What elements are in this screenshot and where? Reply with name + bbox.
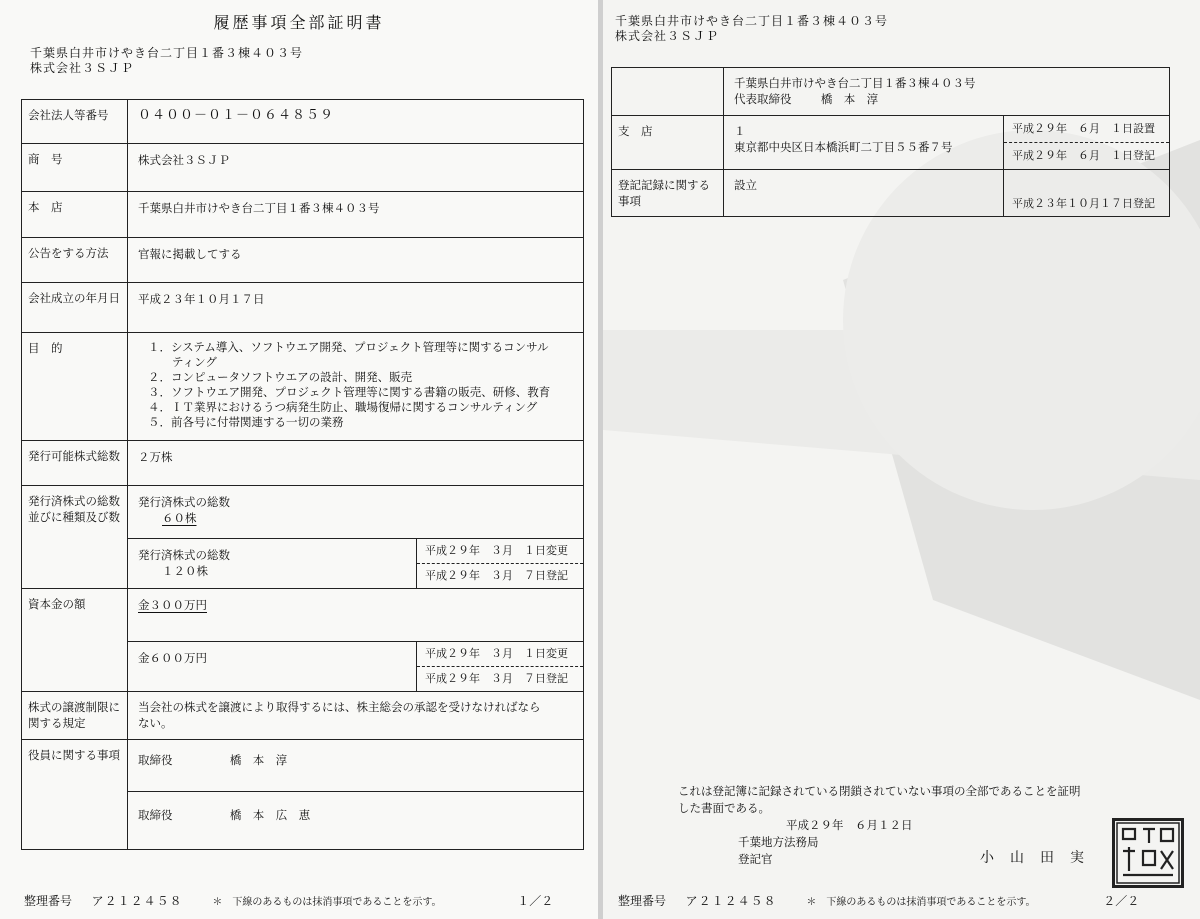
- officer-title: 取締役: [138, 808, 173, 822]
- row-notice: [22, 238, 584, 283]
- text-line: ない。: [138, 716, 173, 730]
- page-footer: [24, 892, 553, 909]
- purpose-item: ４．ＩＴ業界におけるうつ病発生防止、職場復帰に関するコンサルティング: [148, 400, 538, 414]
- establish-date: 平成２９年 ６月 １日設置: [1012, 122, 1155, 135]
- row-issued-shares: [22, 486, 584, 589]
- branch-dates: [1004, 116, 1169, 169]
- row-authorized-shares: [22, 441, 584, 486]
- row-branch: [612, 116, 1170, 170]
- officer-title: 取締役: [138, 753, 173, 767]
- branch-address: 東京都中央区日本橋浜町二丁目５５番７号: [734, 140, 953, 154]
- row-label: 本 店: [22, 192, 128, 238]
- purpose-item: ３．ソフトウエア開発、プロジェクト管理等に関する書籍の販売、研修、教育: [148, 385, 551, 399]
- change-date: 平成２９年 ３月 １日変更: [425, 647, 568, 660]
- footer-note: ＊ 下線のあるものは抹消事項であることを示す。: [806, 897, 1036, 908]
- row-head-office: [22, 192, 584, 238]
- purpose-item: ５．前各号に付帯関連する一切の業務: [148, 415, 344, 429]
- row-label: 資本金の額: [22, 589, 128, 692]
- representative-address: 千葉県白井市けやき台二丁目１番３棟４０３号: [734, 76, 976, 90]
- official-title: 登記官: [738, 852, 773, 866]
- row-label: 目 的: [22, 333, 128, 441]
- issued-shares-old-value: ６０株: [162, 511, 197, 525]
- registration-date: 平成２３年１０月１７日登記: [1012, 197, 1155, 210]
- registration-date: 平成２９年 ３月 ７日登記: [417, 563, 583, 588]
- record-value: 設立: [734, 178, 757, 192]
- row-officers: [22, 740, 584, 850]
- row-transfer-restriction: [22, 692, 584, 740]
- row-representative: [612, 68, 1170, 116]
- officer-name: 橋 本 広 恵: [229, 808, 311, 822]
- row-label: 株式の譲渡制限に: [28, 700, 120, 714]
- capital-old: [128, 589, 583, 641]
- officer-entry: [128, 740, 583, 791]
- page-number: １／２: [517, 894, 554, 908]
- registration-date: 平成２９年 ３月 ７日登記: [417, 666, 583, 691]
- page-footer: [618, 892, 1139, 909]
- header-address: 千葉県白井市けやき台二丁目１番３棟４０３号: [615, 14, 889, 28]
- issued-shares-title: 発行済株式の総数: [138, 548, 230, 562]
- officer-entry: [128, 791, 583, 849]
- legal-affairs-office: 千葉地方法務局: [738, 835, 819, 849]
- document-title: 履歴事項全部証明書: [213, 13, 385, 32]
- branch-number: １: [734, 124, 746, 138]
- row-label: 関する規定: [28, 716, 86, 730]
- row-label: 公告をする方法: [22, 238, 128, 283]
- officer-name: 橋 本 淳: [229, 753, 288, 767]
- row-label: 支 店: [612, 116, 724, 170]
- purpose-list: [128, 333, 583, 438]
- register-table: [21, 99, 584, 850]
- row-label: 役員に関する事項: [22, 740, 128, 850]
- notice-value: 官報に掲載してする: [138, 247, 242, 261]
- row-trade-name: [22, 144, 584, 192]
- corp-number-value: ０４００－０１－０６４８５９: [138, 108, 335, 123]
- registration-date: 平成２９年 ６月 １日登記: [1004, 142, 1169, 169]
- row-record: [612, 170, 1170, 217]
- row-label: 並びに種類及び数: [28, 510, 120, 524]
- issued-shares-new-value: １２０株: [162, 564, 208, 578]
- representative-name: 橋 本 淳: [820, 92, 879, 106]
- header-company: 株式会社３ＳＪＰ: [30, 61, 135, 75]
- purpose-item: ２．コンピュータソフトウエアの設計、開発、販売: [148, 370, 413, 384]
- official-name: 小 山 田 実: [980, 850, 1085, 866]
- change-date: 平成２９年 ３月 １日変更: [425, 544, 568, 557]
- head-office-value: 千葉県白井市けやき台二丁目１番３棟４０３号: [138, 201, 380, 215]
- row-corp-number: [22, 100, 584, 144]
- capital-new: [128, 641, 583, 691]
- issued-shares-old: [128, 486, 583, 538]
- row-label: 発行可能株式総数: [22, 441, 128, 486]
- row-label: 登記記録に関する: [618, 178, 710, 192]
- established-value: 平成２３年１０月１７日: [138, 292, 265, 306]
- footer-label: 整理番号: [24, 894, 73, 908]
- representative-title: 代表取締役: [734, 92, 792, 106]
- text-line: 当会社の株式を譲渡により取得するには、株主総会の承認を受けなければなら: [138, 700, 541, 714]
- certificate-page-2: [603, 0, 1200, 919]
- representative-info: [724, 68, 1169, 115]
- issued-shares-new: [128, 538, 583, 588]
- serial-number: ア２１２４５８: [91, 894, 183, 908]
- change-dates: [416, 642, 583, 691]
- page-number: ２／２: [1103, 894, 1140, 908]
- row-label: 事項: [618, 194, 641, 208]
- official-seal-icon: [1112, 818, 1184, 888]
- purpose-item: ティング: [172, 355, 217, 369]
- register-table: [611, 67, 1170, 217]
- footer-label: 整理番号: [618, 894, 667, 908]
- row-label: 会社法人等番号: [22, 100, 128, 144]
- row-purpose: [22, 333, 584, 441]
- transfer-restriction-text: [128, 692, 583, 739]
- trade-name-value: 株式会社３ＳＪＰ: [138, 153, 230, 167]
- header-company: 株式会社３ＳＪＰ: [615, 29, 720, 43]
- cert-date: 平成２９年 ６月１２日: [786, 818, 913, 832]
- cert-line: これは登記簿に記録されている閉鎖されていない事項の全部であることを証明: [678, 784, 1081, 798]
- cert-line: した書面である。: [678, 801, 770, 815]
- serial-number: ア２１２４５８: [685, 894, 777, 908]
- purpose-item: １．システム導入、ソフトウエア開発、プロジェクト管理等に関するコンサル: [148, 340, 549, 354]
- row-established: [22, 283, 584, 333]
- branch-info: [724, 116, 1003, 163]
- change-dates: [416, 539, 583, 588]
- capital-new-value: 金６００万円: [138, 651, 207, 665]
- row-label: 商 号: [22, 144, 128, 192]
- row-capital: [22, 589, 584, 692]
- capital-old-value: 金３００万円: [138, 598, 207, 612]
- footer-note: ＊ 下線のあるものは抹消事項であることを示す。: [212, 897, 442, 908]
- header-address: 千葉県白井市けやき台二丁目１番３棟４０３号: [30, 46, 304, 60]
- row-label: 会社成立の年月日: [22, 283, 128, 333]
- authorized-shares-value: ２万株: [138, 450, 173, 464]
- issued-shares-title: 発行済株式の総数: [138, 495, 230, 509]
- certificate-page-1: [0, 0, 598, 919]
- row-label: 発行済株式の総数: [28, 494, 120, 508]
